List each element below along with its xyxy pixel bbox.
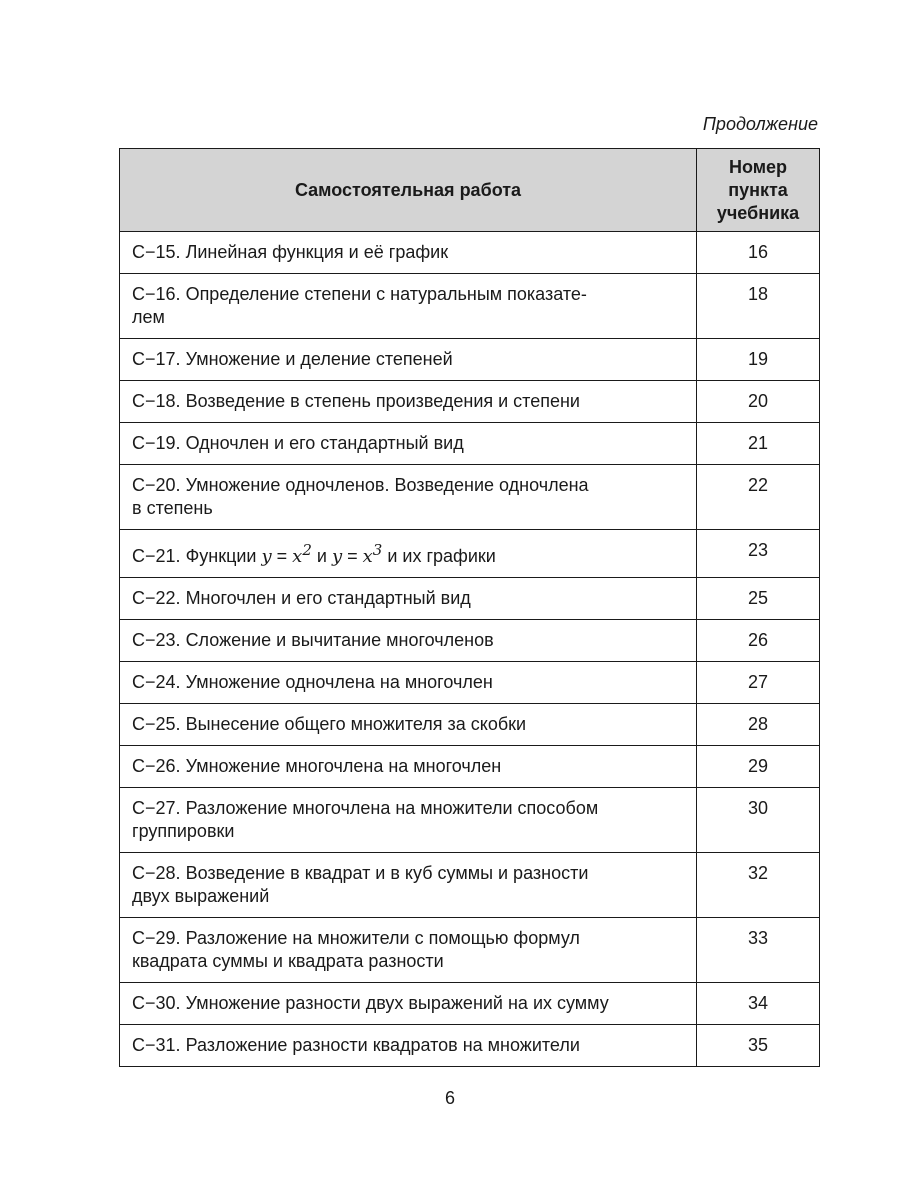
- work-code: С−23.: [132, 630, 181, 650]
- work-title: Разложение разности квадратов на множители: [185, 1035, 580, 1055]
- work-title: Функции $y = x^2$ и $y = x^3$ и их графики: [185, 541, 496, 567]
- work-title-cell: [120, 662, 697, 704]
- work-code: С−25.: [132, 714, 181, 734]
- work-title: Умножение многочлена на многочлен: [185, 756, 502, 776]
- work-code: С−16.: [132, 284, 181, 304]
- table-row: [120, 788, 820, 853]
- section-number: 35: [697, 1025, 820, 1067]
- table-header-row: [120, 149, 820, 232]
- work-title-cell: [120, 1025, 697, 1067]
- table-row: [120, 465, 820, 530]
- header-number-line: учебника: [716, 202, 800, 223]
- table-row: [120, 423, 820, 465]
- page-number: 6: [444, 1088, 455, 1108]
- work-title-cell: [120, 530, 697, 578]
- work-title-cell: [120, 704, 697, 746]
- work-title: Разложение на множители с помощью формул квадрата суммы и квадрата разности: [132, 928, 580, 971]
- work-title-cell: [120, 339, 697, 381]
- table-row: [120, 983, 820, 1025]
- section-number: 26: [697, 620, 820, 662]
- work-title: Умножение одночленов. Возведение одночлена в степень: [132, 475, 589, 518]
- table-row: [120, 381, 820, 423]
- work-title: Вынесение общего множителя за скобки: [185, 714, 527, 734]
- section-number: 18: [697, 274, 820, 339]
- work-title-cell: [120, 983, 697, 1025]
- section-number: 29: [697, 746, 820, 788]
- work-title-cell: [120, 578, 697, 620]
- table-row: [120, 274, 820, 339]
- work-title: Линейная функция и её график: [185, 242, 449, 262]
- work-title: Умножение разности двух выражений на их сумму: [185, 993, 609, 1013]
- work-title: Возведение в квадрат и в куб суммы и разности двух выражений: [132, 863, 589, 906]
- work-title-cell: [120, 465, 697, 530]
- header-work: Самостоятельная работа: [120, 149, 697, 232]
- work-code: С−15.: [132, 242, 181, 262]
- work-code: С−28.: [132, 863, 181, 883]
- work-title: Одночлен и его стандартный вид: [185, 433, 464, 453]
- work-title-cell: [120, 381, 697, 423]
- work-code: С−31.: [132, 1035, 181, 1055]
- table-row: [120, 853, 820, 918]
- work-title: Сложение и вычитание многочленов: [185, 630, 494, 650]
- work-code: С−30.: [132, 993, 181, 1013]
- work-title-cell: [120, 423, 697, 465]
- work-title-cell: [120, 232, 697, 274]
- work-code: С−17.: [132, 349, 181, 369]
- work-code: С−27.: [132, 798, 181, 818]
- work-title: Умножение и деление степеней: [185, 349, 453, 369]
- table-row: [120, 339, 820, 381]
- section-number: 27: [697, 662, 820, 704]
- continuation-label: Продолжение: [702, 114, 818, 134]
- work-code: С−19.: [132, 433, 181, 453]
- work-code: С−24.: [132, 672, 181, 692]
- section-number: 28: [697, 704, 820, 746]
- work-code: С−29.: [132, 928, 181, 948]
- work-code: С−26.: [132, 756, 181, 776]
- table-row: [120, 662, 820, 704]
- work-title-cell: [120, 274, 697, 339]
- work-title: Определение степени с натуральным показате- лем: [132, 284, 587, 327]
- table-row: [120, 746, 820, 788]
- contents-table: [119, 148, 820, 1067]
- section-number: 19: [697, 339, 820, 381]
- section-number: 32: [697, 853, 820, 918]
- section-number: 22: [697, 465, 820, 530]
- work-title-cell: [120, 620, 697, 662]
- table-row: [120, 232, 820, 274]
- work-title: Разложение многочлена на множители способом группировки: [132, 798, 599, 841]
- section-number: 20: [697, 381, 820, 423]
- section-number: 33: [697, 918, 820, 983]
- section-number: 25: [697, 578, 820, 620]
- table-row: [120, 918, 820, 983]
- table-row: [120, 1025, 820, 1067]
- section-number: 23: [697, 530, 820, 578]
- work-title-cell: [120, 918, 697, 983]
- section-number: 30: [697, 788, 820, 853]
- table-row: [120, 704, 820, 746]
- section-number: 16: [697, 232, 820, 274]
- header-number-line: пункта: [728, 179, 788, 200]
- work-title-cell: [120, 746, 697, 788]
- work-title-cell: [120, 853, 697, 918]
- section-number: 34: [697, 983, 820, 1025]
- header-number: [697, 149, 820, 232]
- work-code: С−18.: [132, 391, 181, 411]
- table-row: [120, 578, 820, 620]
- work-title-cell: [120, 788, 697, 853]
- section-number: 21: [697, 423, 820, 465]
- header-number-line: Номер: [728, 156, 788, 177]
- work-title: Возведение в степень произведения и степени: [185, 391, 580, 411]
- work-title: Умножение одночлена на многочлен: [185, 672, 493, 692]
- table-row: [120, 620, 820, 662]
- work-code: С−22.: [132, 588, 181, 608]
- work-code: С−20.: [132, 475, 181, 495]
- table-row: [120, 530, 820, 578]
- work-code: С−21.: [132, 546, 181, 566]
- work-title: Многочлен и его стандартный вид: [185, 588, 471, 608]
- table-body: [120, 232, 820, 1067]
